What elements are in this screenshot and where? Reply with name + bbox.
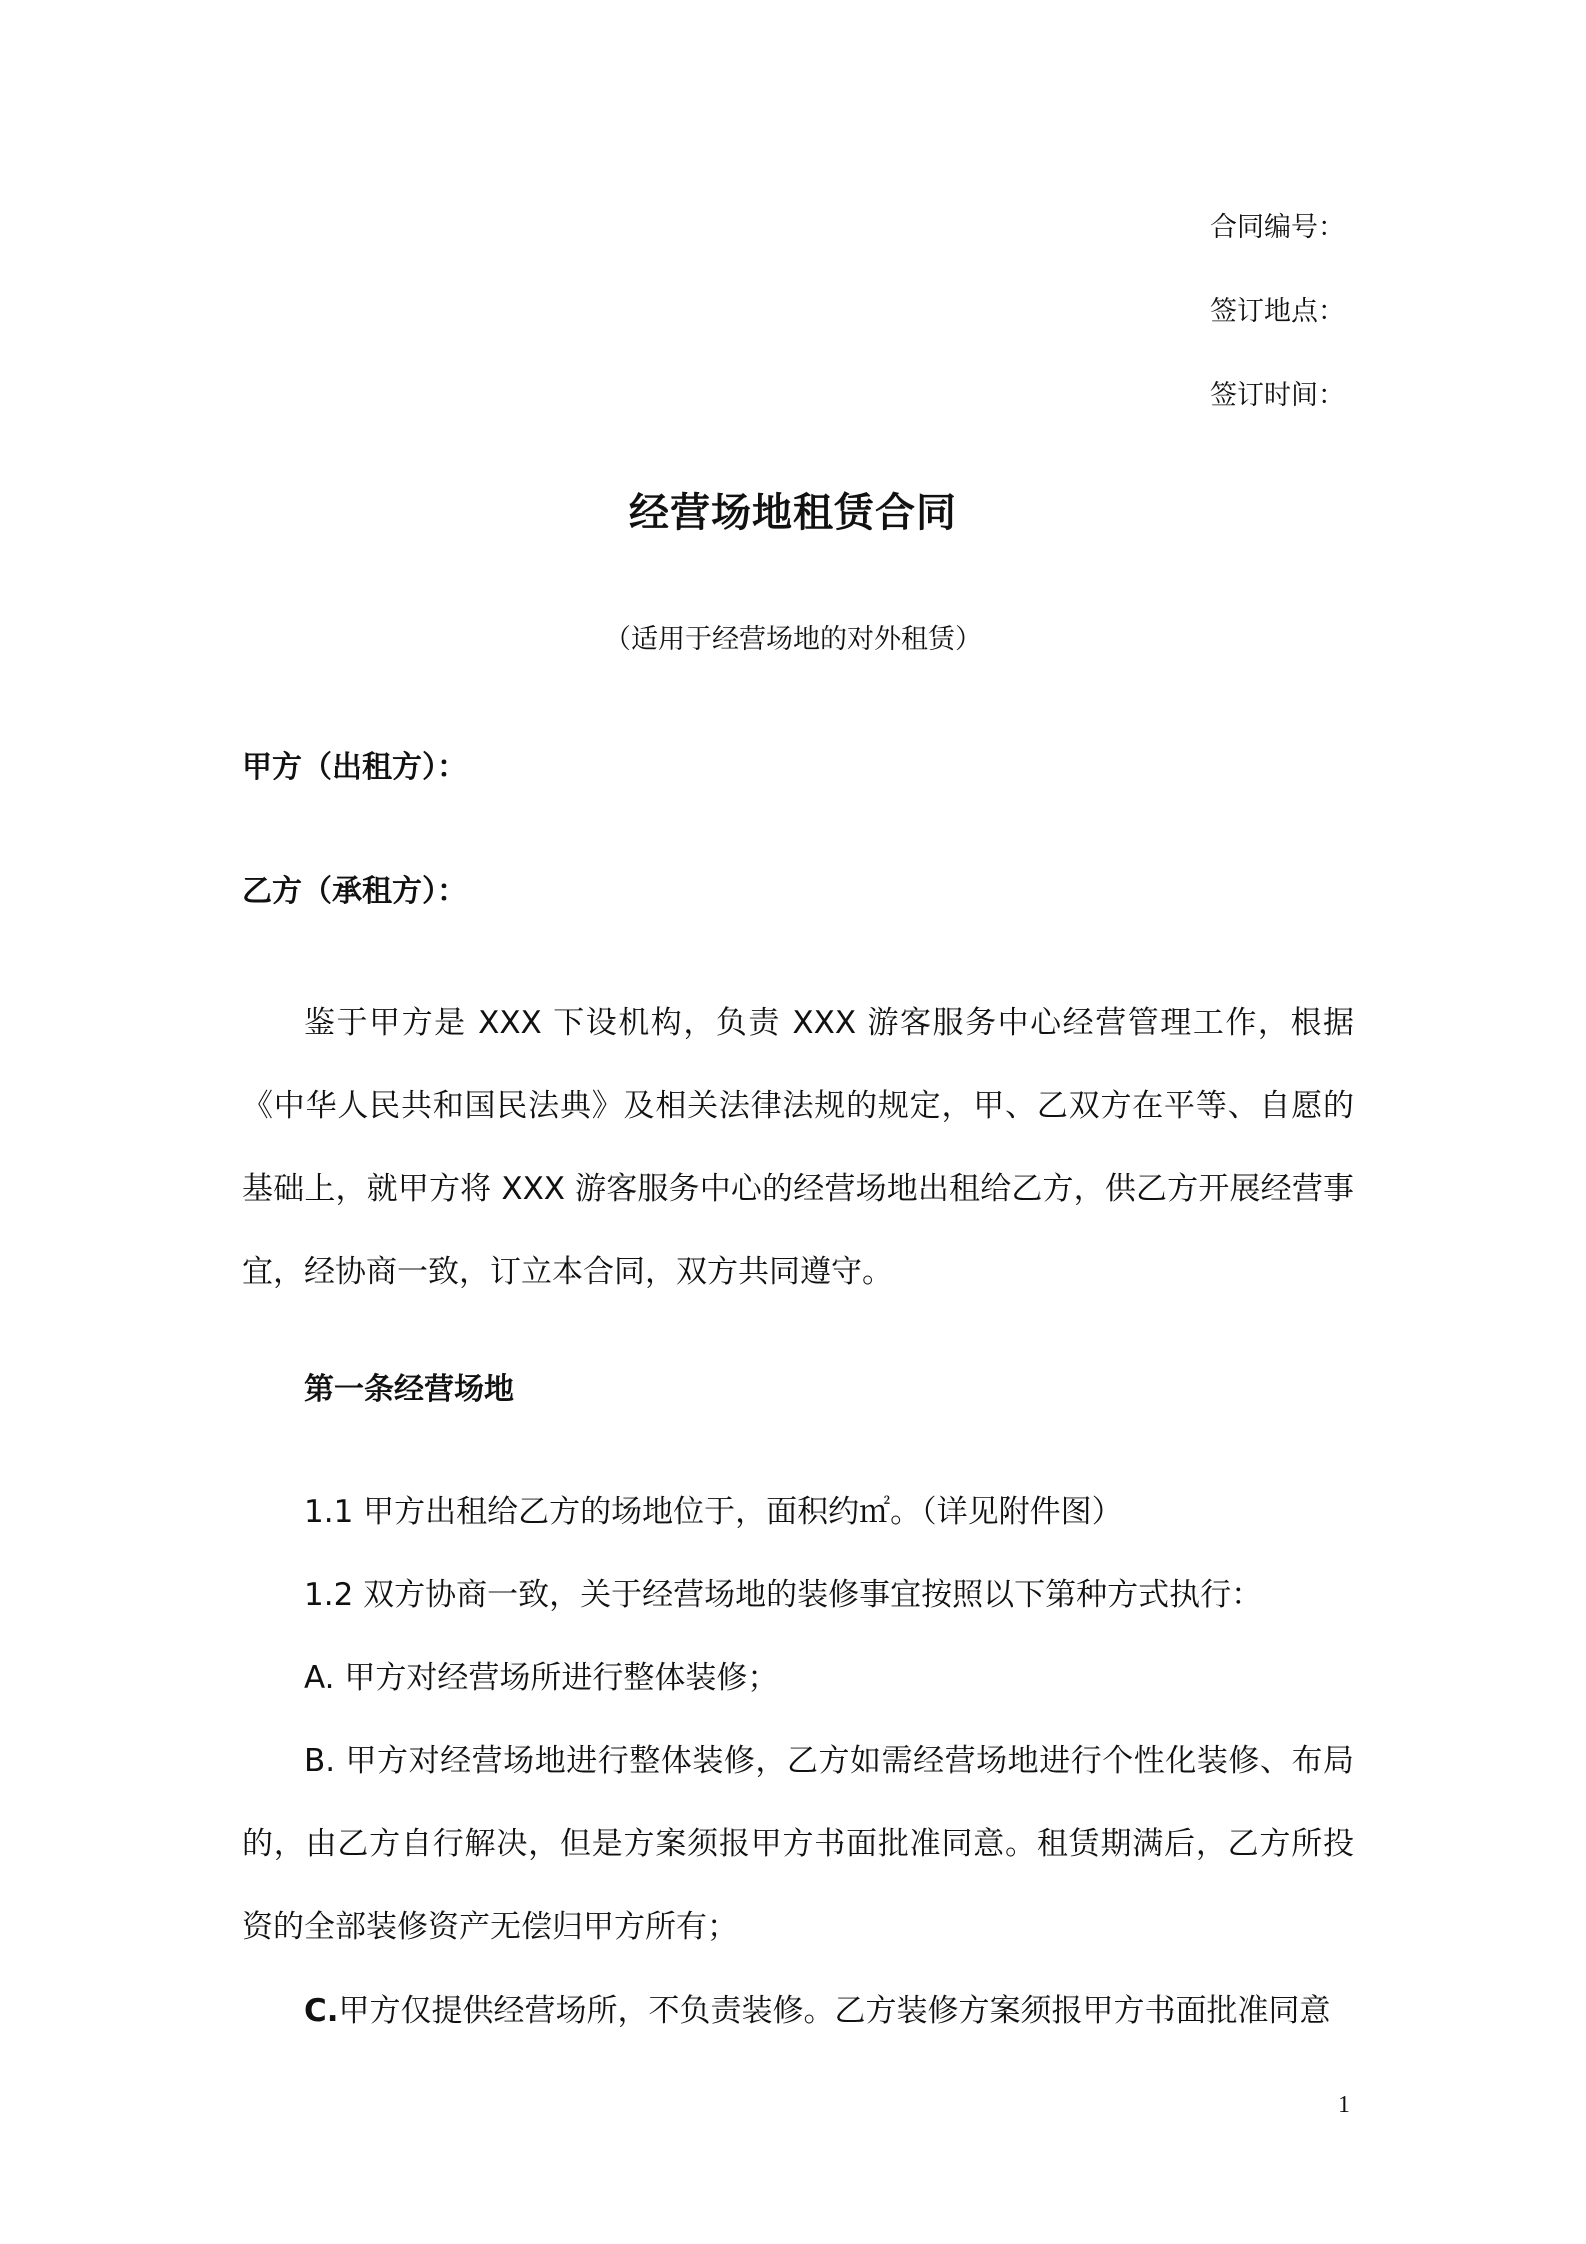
contract-number-label: 合同编号： (1210, 212, 1345, 243)
document-subtitle: （适用于经营场地的对外租赁） (604, 624, 982, 655)
clause-1-2: 1.2 双方协商一致，关于经营场地的装修事宜按照以下第种方式执行： (304, 1577, 1263, 1613)
signing-time-label: 签订时间： (1210, 380, 1345, 411)
preamble-paragraph: 鉴于甲方是 XXX 下设机构，负责 XXX 游客服务中心经营管理工作，根据《中华人民共和国民法典》及相关法律法规的规定，甲、乙双方在平等、自愿的基础上，就甲方将 XXX 游客服务中心的经营场地出租给乙方，供乙方开展经营事宜，经协商一致，订立本合同，双方共同遵守。 (242, 1005, 1354, 1290)
option-c (242, 1970, 1354, 2053)
document-title: 经营场地租赁合同 (629, 490, 957, 536)
option-c-text: 甲方仅提供经营场所，不负责装修。乙方装修方案须报甲方书面批准同意 (338, 1993, 1331, 2029)
party-b-label: 乙方（承租方）： (242, 874, 467, 909)
article-1-heading: 第一条经营场地 (304, 1372, 514, 1407)
signing-place-label: 签订地点： (1210, 296, 1345, 327)
option-b: B. 甲方对经营场地进行整体装修，乙方如需经营场地进行个性化装修、布局的，由乙方自行解决，但是方案须报甲方书面批准同意。租赁期满后，乙方所投资的全部装修资产无偿归甲方所有； (242, 1743, 1354, 1945)
option-c-lead: C. (304, 1993, 339, 2029)
option-a: A. 甲方对经营场所进行整体装修； (304, 1660, 779, 1696)
party-a-label: 甲方（出租方）： (242, 750, 467, 785)
clause-1-1: 1.1 甲方出租给乙方的场地位于，面积约㎡。（详见附件图） (304, 1494, 1123, 1530)
page-number: 1 (1338, 2092, 1350, 2118)
